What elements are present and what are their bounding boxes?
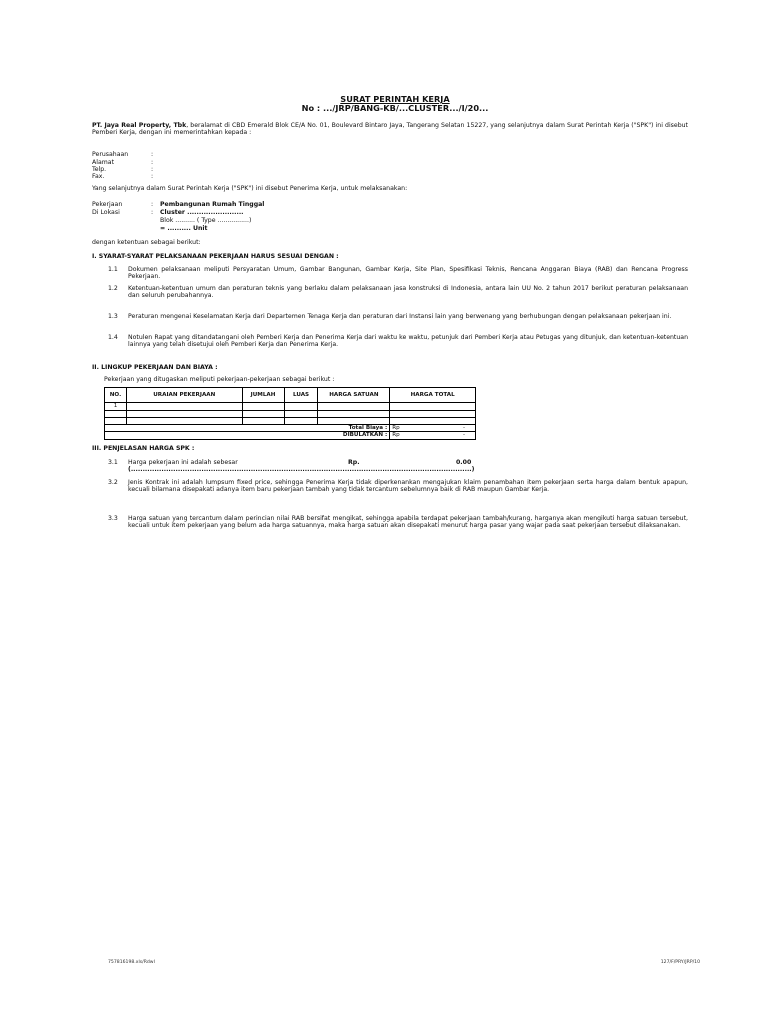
item-number: 3.3 bbox=[108, 515, 118, 522]
work-table bbox=[104, 387, 476, 440]
footer-right: 127/F/PRY/JRP/10 bbox=[660, 960, 700, 965]
table-cell bbox=[284, 403, 318, 411]
table-cell bbox=[390, 403, 476, 411]
document-title: SURAT PERINTAH KERJA bbox=[340, 94, 450, 104]
rounded-currency: Rp bbox=[392, 432, 400, 439]
table-cell bbox=[242, 410, 284, 417]
column-header: NO. bbox=[105, 388, 127, 403]
price-currency: Rp. bbox=[348, 459, 360, 466]
table-row bbox=[105, 410, 476, 417]
price-amount: 0.00 bbox=[456, 459, 472, 466]
section-1-heading: I. SYARAT-SYARAT PELAKSANAAN PEKERJAAN HARUS SESUAI DENGAN : bbox=[92, 253, 339, 260]
document-number: No : .../JRP/BANG-KB/...CLUSTER.../I/20... bbox=[301, 103, 489, 113]
work-blok-line: Blok .......... ( Type ................) bbox=[160, 217, 252, 224]
table-row bbox=[105, 417, 476, 424]
table-cell bbox=[105, 410, 127, 417]
table-cell bbox=[284, 417, 318, 424]
work-lokasi-label: Di Lokasi bbox=[92, 209, 120, 216]
table-cell bbox=[390, 417, 476, 424]
item-text: Peraturan mengenai Keselamatan Kerja dari Departemen Tenaga Kerja dan peraturan dari Instansi lain yang berwenang yang berhubungan dengan pelaksanaan pekerjaan ini. bbox=[128, 313, 672, 320]
table-row bbox=[105, 403, 476, 411]
table-cell bbox=[318, 410, 390, 417]
section-2-heading: II. LINGKUP PEKERJAAN DAN BIAYA : bbox=[92, 364, 218, 371]
item-number: 3.2 bbox=[108, 479, 118, 486]
item-text: Notulen Rapat yang ditandatangani oleh Pemberi Kerja dan Penerima Kerja dari waktu ke waktu, petunjuk dari Pemberi Kerja atau Petugas yang ditunjuk, dan ketentuan-ketentuan lainnya yang telah disetujui oleh Pemberi Kerja dan Penerima Kerja. bbox=[128, 334, 688, 349]
work-pekerjaan-value: Pembangunan Rumah Tinggal bbox=[160, 201, 265, 208]
section-2-intro: Pekerjaan yang ditugaskan meliputi pekerjaan-pekerjaan sebagai berikut : bbox=[104, 376, 335, 383]
column-header: HARGA TOTAL bbox=[390, 388, 476, 403]
conditions-intro: dengan ketentuan sebagai berikut: bbox=[92, 239, 201, 246]
item-text: Ketentuan-ketentuan umum dan peraturan teknis yang berlaku dalam pelaksanaan jasa konstruksi di Indonesia, antara lain UU No. 2 tahun 2017 berikut peraturan pelaksanaan dan seluruh perubahannya. bbox=[128, 285, 688, 300]
work-unit-line: = .......... Unit bbox=[160, 225, 208, 232]
rounded-row bbox=[105, 432, 476, 440]
table-cell bbox=[242, 403, 284, 411]
recipient-field-label: Telp. bbox=[92, 166, 107, 173]
recipient-field-colon: : bbox=[151, 166, 154, 173]
rounded-value bbox=[390, 432, 476, 440]
total-label: Total Biaya : bbox=[105, 424, 390, 432]
column-header: LUAS bbox=[284, 388, 318, 403]
rounded-amount: - bbox=[462, 432, 465, 439]
column-header: HARGA SATUAN bbox=[318, 388, 390, 403]
item-number: 1.2 bbox=[108, 285, 118, 292]
column-header: JUMLAH bbox=[242, 388, 284, 403]
work-pekerjaan-label: Pekerjaan bbox=[92, 201, 123, 208]
row-number: 1 bbox=[105, 403, 127, 411]
work-lokasi-value: Cluster ........................ bbox=[160, 209, 244, 216]
table-cell bbox=[390, 410, 476, 417]
table-cell bbox=[318, 417, 390, 424]
item-text: Dokumen pelaksanaan meliputi Persyaratan Umum, Gambar Bangunan, Gambar Kerja, Site Plan, Spesifikasi Teknis, Rencana Anggaran Biaya (RAB) dan Rencana Progress Pekerjaan. bbox=[128, 266, 688, 281]
table-cell bbox=[105, 417, 127, 424]
company-name: PT. Jaya Real Property, Tbk bbox=[92, 122, 187, 129]
table-header-row bbox=[105, 388, 476, 403]
recipient-field-colon: : bbox=[151, 173, 154, 180]
column-header: URAIAN PEKERJAAN bbox=[126, 388, 242, 403]
recipient-field-colon: : bbox=[151, 151, 154, 158]
item-number: 1.4 bbox=[108, 334, 118, 341]
total-row bbox=[105, 424, 476, 432]
item-number: 1.3 bbox=[108, 313, 118, 320]
item-number: 3.1 bbox=[108, 459, 118, 466]
work-lokasi-colon: : bbox=[151, 209, 154, 216]
section-3-heading: III. PENJELASAN HARGA SPK : bbox=[92, 445, 195, 452]
rounded-label: DIBULATKAN : bbox=[105, 432, 390, 440]
work-pekerjaan-colon: : bbox=[151, 201, 154, 208]
recipient-field-label: Alamat bbox=[92, 159, 114, 166]
total-amount: - bbox=[462, 424, 465, 431]
recipient-field-label: Perusahaan bbox=[92, 151, 129, 158]
table-cell bbox=[242, 417, 284, 424]
intro-paragraph bbox=[92, 122, 688, 137]
table-cell bbox=[126, 410, 242, 417]
intro-text: , beralamat di CBD Emerald Blok CE/A No. 01, Boulevard Bintaro Jaya, Tangerang Selatan 15227, yang selanjutnya dalam Surat Perintah Kerja ("SPK") ini disebut Pemberi Kerja, dengan ini memerintahkan kepada : bbox=[92, 122, 688, 137]
table-cell bbox=[318, 403, 390, 411]
recipient-field-colon: : bbox=[151, 159, 154, 166]
item-text: Harga pekerjaan ini adalah sebesar bbox=[128, 459, 238, 466]
table-cell bbox=[284, 410, 318, 417]
price-in-words: (.................................................................................................................................................) bbox=[128, 466, 475, 473]
total-value bbox=[390, 424, 476, 432]
recipient-after-text: Yang selanjutnya dalam Surat Perintah Kerja ("SPK") ini disebut Penerima Kerja, untuk melaksanakan: bbox=[92, 185, 408, 192]
item-text: Harga satuan yang tercantum dalam perincian nilai RAB bersifat mengikat, sehingga apabila terdapat pekerjaan tambah/kurang, harganya akan mengikuti harga satuan tersebut, kecuali untuk item pekerjaan yang belum ada harga satuannya, maka harga satuan akan disepakati menurut harga pasar yang wajar pada saat pekerjaan tersebut dilaksanakan. bbox=[128, 515, 688, 530]
table-cell bbox=[126, 417, 242, 424]
item-text: Jenis Kontrak ini adalah lumpsum fixed price, sehingga Penerima Kerja tidak diperkenankan mengajukan klaim penambahan item pekerjaan serta harga dalam bentuk apapun, kecuali bilamana disepakati adanya item baru pekerjaan tambah yang tidak tercantum sebelumnya baik di RAB maupun Gambar Kerja. bbox=[128, 479, 688, 494]
total-currency: Rp bbox=[392, 424, 400, 431]
footer-left: 757816198.xls/Rdwl bbox=[108, 960, 155, 965]
table-cell bbox=[126, 403, 242, 411]
item-number: 1.1 bbox=[108, 266, 118, 273]
recipient-field-label: Fax. bbox=[92, 173, 105, 180]
